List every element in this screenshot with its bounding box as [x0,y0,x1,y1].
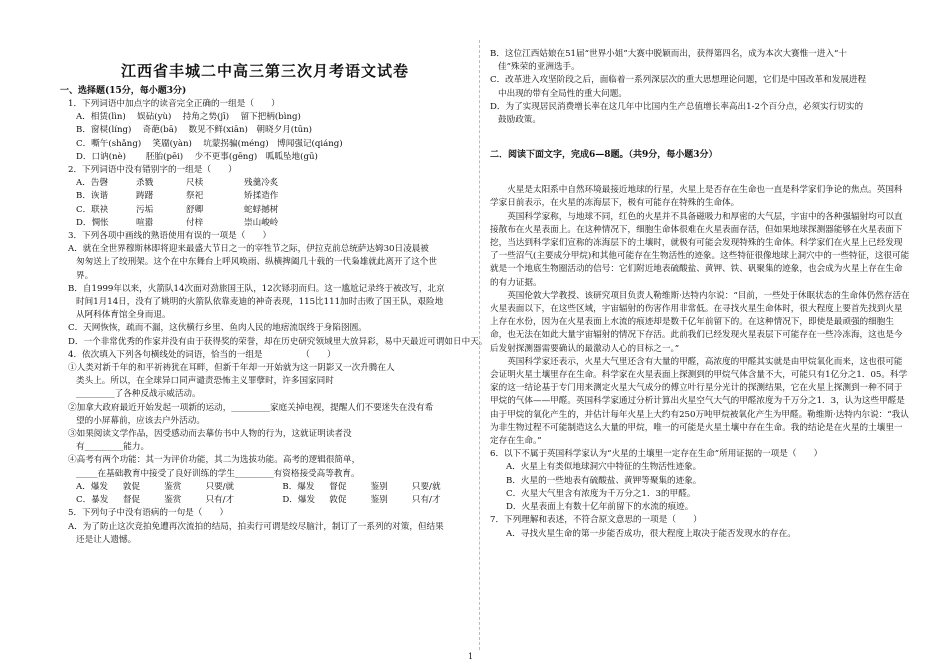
q4-sentence-3 [60,428,470,454]
q4-sentence-line: 类头上。所以，在全球异口同声谴责恐怖主义罪孽时，许多国家同时 [76,376,334,387]
q2-option-row [60,190,470,203]
q5-option-line: B．这位江西姑娘在51届“世界小姐”大赛中脱颖而出，获得第四名，成为本次大赛惟一进入“十 [490,49,847,59]
q4-option-word: C．暴发 [76,495,109,506]
q6-option-b: B．火星的一些地表有硫酸盐、黄钾等聚集的迹象。 [506,475,702,486]
q2-option-row [60,177,470,190]
q6-option-d: D．火星表面上有数十亿年前留下的水流的痕迹。 [506,502,694,513]
q1-option-d: D．口讷(nè) 胚胎(pēi) 少不更事(gēng) 呱呱坠地(gū) [76,151,318,162]
q2-option-word: 杀戮 [136,178,154,189]
passage-paragraph: 英国伦敦大学教授、该研究项目负责人勒维斯·达特内尔说：“目前，一些处于休眠状态的生命体仍然存活在火星表面以下，在这些区域，宇宙辐射的伤害作用非常低。在寻找火星生命体时，很大程度上要首先找到火星上存在水份，因为在火星表面上水流的痕迹却是数千亿年前留下的。在这种情况下，即使是最顽强的细胞生命，也无法在如此大量宇宙辐射的情况下存活。此前我们已经发现火星表层下可能存在一些冷冻海，这也是今后发射探测器需要确认的最激动人心的目标之一。” [490,290,910,354]
q3-option-line: C．天网恢恢，疏而不漏，这伙横行乡里、鱼肉人民的地痞流氓终于身陷囹圄。 [68,323,367,334]
q4-option-word: 鉴别 [370,495,388,506]
q5-option-line: C．改革进入攻坚阶段之后，面临着一系列深层次的重大思想理论问题，它们是中国改革和发展进程 [490,75,867,86]
q2-option-word: 祭祀 [186,191,204,202]
q7-option-a: A．寻找火星生命的第一步能否成功，很大程度上取决于能否发现水的存在。 [506,528,796,539]
q5-option-line: 中出现的带有全局性的重大问题。 [498,88,627,99]
q2-option-word: 尺椟 [186,178,204,189]
page-number: 1 [468,652,474,661]
section-1-heading: 一、选择题(15分，每小题3分) [60,86,187,96]
q4-option-word: B．爆发 [282,481,315,492]
q3-option-line: 界。 [76,270,94,281]
q3-option-line: B．自1999年以来，火箭队14次面对劲旅国王队，12次铩羽而归。这一尴尬记录终于被改写，北京 [68,283,445,294]
q4-option-word: 只有/才 [411,495,441,506]
passage-paragraph: 英国科学家称，与地球不同，红色的火星并不具备磁吸力和厚密的大气层，宇宙中的各种强辐射均可以直接散布在火星表面上。在这种情况下，细胞生命体很难在火星表面存活，但如果地球探测器能够在火星表面下挖，当达到科学家们宣称的冻海层下的土壤时，就极有可能会发现特殊的生命体。科学家们在火星上已经发现了一些沼气(主要成分甲烷)和其他可能存在生物活性的迹象。这些特征很像地球上洞穴中的一些特征，这很可能就是一个地底生物圈活动的信号：它们附近地表硫酸盐、黄钾、铁、矾聚集的迹象，也会成为火星上存在生命的有力证据。 [490,211,910,288]
q2-option-word: 舒卿 [186,204,204,215]
q3-option-line: A．就在全世界穆斯林即将迎来最盛大节日之一的宰牲节之际，伊拉克前总统萨达姆30日凌晨被 [68,244,429,255]
q4-sentence-line: ④高考有两个功能：其一为评价功能，其二为选拔功能。高考的逻辑很简单， [68,455,361,466]
q4-option-row [60,494,470,507]
q1-stem: 1．下列词语中加点字的读音完全正确的一组是（ ） [68,99,280,109]
q6-option-c: C．火星大气里含有浓度为千万分之1．3的甲醛。 [506,488,696,499]
q2-option-word: D．惆怅 [76,217,109,228]
q4-option-word: 只要/就 [411,481,441,492]
q5-option-line: 还是让人遗憾。 [76,534,137,545]
q5-option-line: A．为了防止这次竞拍免遭再次流拍的结局，拍卖行可谓是绞尽脑汁，制订了一系列的对策，但结果 [68,521,444,532]
section-2-heading: 二．阅读下面文字，完成6—8题。（共9分，每小题3分） [490,150,718,161]
q2-options [60,177,470,230]
q2-option-word: 矫揉造作 [244,191,279,202]
q1-option-b: B．窗棂(líng) 奇葩(bā) 数见不鲜(xiān) 朝晓夕月(tūn) [76,125,313,136]
q4-option-word: 鉴赏 [164,481,182,492]
q2-option-word: B．诙谐 [76,191,109,202]
q2-option-row [60,217,470,230]
q4-option-word: 督促 [329,481,347,492]
q2-option-word: 付梓 [186,217,204,228]
q5-options [60,521,470,547]
q4-option-word: 敦促 [329,495,347,506]
left-column [60,60,488,547]
q3-option-line: 匆匆送上了绞刑架。这个在中东舞台上呼风唤雨、纵横捭阖几十载的一代枭雄就此离开了这个世 [76,257,437,268]
q3-option-line: D．一个非常优秀的作家并没有由于获得奖的荣誉，却在历史研究领域里大放异彩，易中天最近可谓如日中天。 [68,336,488,347]
q2-option-word: 残羹冷炙 [244,178,279,189]
q5-option-line: 鼓励政策。 [498,115,541,126]
q1-option-a: A．相赁(lìn) 娱砧(yù) 持角之势(jī) 留下把柄(bìng) [76,112,301,123]
q4-options [60,481,470,507]
q6-stem: 6．以下不属于英国科学家认为“火星的土壤里一定存在生命”所用证据的一项是（ ） [490,449,823,460]
q2-option-word: 崇山峻岭 [244,217,279,228]
q4-option-word: 敦促 [122,481,141,492]
q4-stem: 4．依次填入下列各句横线处的词语，恰当的一组是 （ ） [68,349,336,360]
q4-option-word: 鉴赏 [164,495,182,506]
q4-option-row [60,481,470,494]
q4-sentence-line: ②加拿大政府最近开始发起一项新的运动，_________家庭关掉电视，提醒人们不要迷失在没有希 [68,402,434,413]
q4-sentence-line: 望的小屏幕前，应该去户外活动。 [76,415,205,426]
q4-sentence-line: _________了各种反战示威活动。 [76,389,201,400]
q3-option-line: 从阿科体育馆全身而退。 [76,310,171,321]
reading-passage [490,184,910,448]
q5-option-line: 佳”殊荣的亚洲选手。 [498,62,580,73]
q6-option-a: A．火星上有类似地球洞穴中特征的生物活性迹象。 [506,462,702,473]
q4-sentence-1 [60,362,470,402]
q5-stem: 5．下列句子中没有语病的一句是（ ） [68,508,229,519]
q4-sentence-line: ①人类对新千年的和平祈祷犹在耳畔，但新千年却一开始就为这一阴影又一次升腾在人 [68,363,395,374]
q2-option-row [60,204,470,217]
q1-option-c: C．嘶午(shǎng) 笑靥(yàn) 坑蒙拐骗(méng) 博闻强记(qiáng) [76,138,343,149]
q2-option-word: 踌躇 [136,191,154,202]
q2-option-word: 喧嚣 [136,217,154,228]
q4-option-word: 只有/才 [205,495,235,506]
q4-sentence-line: 有_________能力。 [76,442,150,453]
q4-option-word: 鉴别 [370,481,388,492]
q3-stem: 3．下列各项中画线的熟语使用有误的一项是（ ） [68,231,272,242]
page-title: 江西省丰城二中高三第三次月考语文试卷 [120,62,409,80]
passage-paragraph: 英国科学家还表示，火星大气里还含有大量的甲醛，高浓度的甲醛其实就是由甲烷氧化而来，这也很可能会证明火星土壤里存在生命。科学家在火星表面上探测到的甲烷气体含量不大，可能只有1亿分之1．05。科学家的这一结论基于专门用来测定火星大气成分的傅立叶行星分光计的探测结果，它在火星上探测到一种不同于甲烷的气体——甲醛。英国科学家通过分析计算出火星空气大气的甲醛浓度为千万分之1．3，认为这些甲醛是由于甲烷的氧化产生的，并估计每年火星上大约有250万吨甲烷被氧化产生为甲醛。勒维斯·达特内尔说：“我认为非生物过程不可能制造这么大量的甲烷，唯一的可能是火星土壤中存在生命。我的结论是在火星的土壤里一定存在生命。” [490,356,909,447]
passage-paragraph: 火星是太阳系中自然环境最接近地球的行星，火星上是否存在生命也一直是科学家们争论的焦点。英国科学家日前表示，在火星的冻海层下，极有可能存在特殊的生命体。 [490,185,903,209]
q5-options-continued [490,48,910,127]
q3-options [60,243,488,349]
q4-option-word: 只要/就 [205,481,235,492]
right-column [490,48,910,541]
q4-sentence-2 [60,402,470,428]
q4-sentence-4 [60,454,470,480]
q4-option-word: D．爆发 [282,495,316,506]
q2-option-word: C．联袂 [76,204,109,215]
q7-stem: 7．下列理解和表述，不符合原文意思的一项是（ ） [490,515,702,526]
q3-option-line: 时间1月14日，没有了姚明的火箭队依靠麦迪的神奇表现，115比111加时击败了国王队，艰险地 [76,297,444,308]
q4-option-word: 督促 [122,495,141,506]
q5-option-line: D．为了实现居民消费增长率在这几年中比国内生产总值增长率高出1-2个百分点，必须实行切实的 [490,101,864,112]
q4-sentence-line: ③如果阅读文学作品，因受感动而去摹仿书中人物的行为，这就证明读者没 [68,429,352,440]
q2-option-word: A．告磬 [76,178,108,189]
q4-option-word: A．爆发 [76,481,108,492]
q2-stem: 2．下列词语中没有错别字的一组是（ ） [68,165,237,176]
q2-option-word: 蛇蜉撼树 [244,204,279,215]
q2-option-word: 污垢 [136,204,154,215]
q4-sentence-line: _____在基础教育中接受了良好训练的学生_________有资格接受高等教育。 [76,468,360,479]
